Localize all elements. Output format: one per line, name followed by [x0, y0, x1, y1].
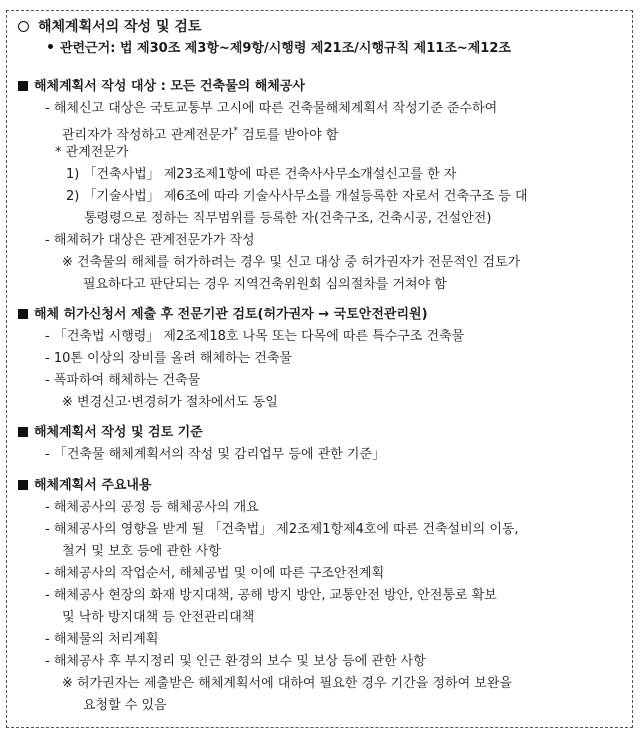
s2-item-3: - 폭파하여 해체하는 건축물	[45, 373, 201, 388]
s2-item-1: - 「건축법 시행령」 제2조제18호 나목 또는 다목에 따른 특수구조 건축물	[45, 329, 465, 344]
s3-item-1: - 「건축물 해체계획서의 작성 및 감리업무 등에 관한 기준」	[45, 447, 386, 462]
s4-item-4a: - 해체공사 현장의 화재 방지대책, 공해 방지 방안, 교통안전 방안, 안전통로 확보	[45, 588, 497, 603]
bullet-icon	[48, 44, 53, 49]
s1-paragraph-2: - 해체허가 대상은 관계전문가가 작성	[45, 233, 255, 248]
s1-paragraph-1b-tail: 검토를 받아야 함	[238, 128, 339, 143]
square-marker-icon	[18, 427, 28, 437]
s2-reference: ※ 변경신고·변경허가 절차에서도 동일	[62, 395, 278, 410]
square-marker-icon	[18, 309, 28, 319]
legal-basis: 관련근거: 법 제30조 제3항~제9항/시행령 제21조/시행규칙 제11조~제12조	[60, 41, 511, 56]
square-marker-icon	[18, 480, 28, 490]
s4-item-6: - 해체공사 후 부지정리 및 인근 환경의 보수 및 보상 등에 관한 사항	[45, 654, 426, 669]
s1-footnote-item-2b: 통령령으로 정하는 직무범위를 등록한 자(건축구조, 건축시공, 건설안전)	[84, 211, 492, 226]
s1-footnote-item-2a: 2) 「기술사법」 제6조에 따라 기술사사무소를 개설등록한 자로서 건축구조 등 대	[66, 189, 528, 204]
section-3-heading: 해체계획서 작성 및 검토 기준	[34, 425, 203, 440]
section-3-heading-row	[18, 424, 203, 442]
s1-paragraph-1b-text: 관리자가 작성하고 관계전문가	[62, 128, 234, 143]
s1-footnote-item-1: 1) 「건축사법」 제23조제1항에 따른 건축사사무소개설신고를 한 자	[66, 167, 457, 182]
section-1-heading: 해체계획서 작성 대상 : 모든 건축물의 해체공사	[34, 79, 305, 94]
section-2-heading-row	[18, 306, 428, 324]
s1-paragraph-1b	[62, 122, 338, 145]
s2-item-2: - 10톤 이상의 장비를 올려 해체하는 건축물	[45, 351, 292, 366]
document-title-row	[18, 18, 201, 36]
s4-reference-b: 요청할 수 있음	[83, 698, 167, 713]
circle-marker-icon	[18, 21, 29, 32]
s1-reference-b: 필요하다고 판단되는 경우 지역건축위원회 심의절차를 거쳐야 함	[83, 277, 447, 292]
section-4-heading-row	[18, 477, 152, 495]
section-2-heading: 해체 허가신청서 제출 후 전문기관 검토(허가권자 → 국토안전관리원)	[34, 307, 428, 322]
s4-item-2b: 철거 및 보호 등에 관한 사항	[62, 544, 221, 559]
s4-item-4b: 및 낙하 방지대책 등 안전관리대책	[62, 610, 255, 625]
square-marker-icon	[18, 81, 28, 91]
document-title: 해체계획서의 작성 및 검토	[38, 19, 202, 35]
s1-reference-a: ※ 건축물의 해체를 허가하려는 경우 및 신고 대상 중 허가권자가 전문적인 검토가	[62, 255, 521, 270]
s4-item-1: - 해체공사의 공정 등 해체공사의 개요	[45, 500, 259, 515]
section-1-heading-row	[18, 78, 305, 96]
s4-item-3: - 해체공사의 작업순서, 해체공법 및 이에 따른 구조안전계획	[45, 566, 385, 581]
basis-row	[48, 40, 511, 58]
s1-paragraph-1a: - 해체신고 대상은 국토교통부 고시에 따른 건축물해체계획서 작성기준 준수하여	[45, 101, 498, 116]
s4-item-2a: - 해체공사의 영향을 받게 될 「건축법」 제2조제1항제4호에 따른 건축설비의 이동,	[45, 522, 519, 537]
footnote-mark: *	[233, 126, 239, 136]
s4-item-5: - 해체물의 처리계획	[45, 632, 159, 647]
section-4-heading: 해체계획서 주요내용	[34, 478, 152, 493]
s4-reference-a: ※ 허가권자는 제출받은 해체계획서에 대하여 필요한 경우 기간을 정하여 보완을	[62, 676, 512, 691]
s1-footnote-label: * 관계전문가	[55, 145, 129, 160]
